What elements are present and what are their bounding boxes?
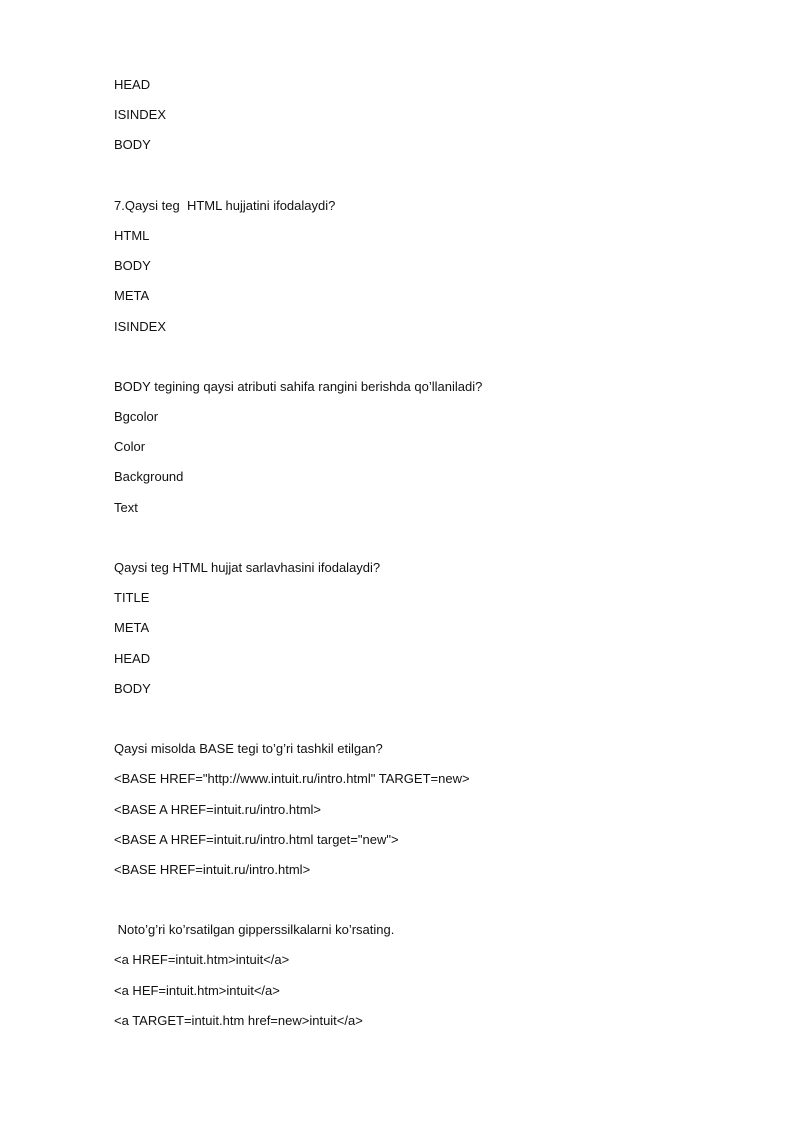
answer-option: Background — [114, 469, 184, 485]
answer-option: Bgcolor — [114, 409, 159, 425]
answer-option: <a HREF=intuit.htm>intuit</a> — [114, 952, 290, 968]
fragment-option: ISINDEX — [114, 107, 167, 123]
answer-option: <BASE HREF=intuit.ru/intro.html> — [114, 861, 311, 877]
question-text: 7.Qaysi teg HTML hujjatini ifodalaydi? — [114, 197, 336, 213]
spacer — [114, 530, 734, 560]
answer-option: <BASE A HREF=intuit.ru/intro.html target="new"> — [114, 831, 399, 847]
answer-option: <BASE HREF="http://www.intuit.ru/intro.html" TARGET=new> — [114, 771, 470, 787]
question-text: Qaysi teg HTML hujjat sarlavhasini ifodalaydi? — [114, 560, 381, 575]
answer-option: <BASE A HREF=intuit.ru/intro.html> — [114, 801, 322, 817]
question-text: Qaysi misolda BASE tegi to’g’ri tashkil etilgan? — [114, 741, 383, 757]
question-text: BODY tegining qaysi atributi sahifa rangini berishda qo’llaniladi? — [114, 378, 483, 394]
answer-option: HEAD — [114, 650, 151, 666]
answer-option: <a HEF=intuit.htm>intuit</a> — [114, 982, 280, 998]
answer-option: <a TARGET=intuit.htm href=new>intuit</a> — [114, 1012, 363, 1028]
answer-option: BODY — [114, 258, 151, 274]
answer-option: Color — [114, 439, 146, 455]
spacer — [114, 892, 734, 922]
spacer — [114, 168, 734, 198]
fragment-option: BODY — [114, 137, 151, 153]
document-content — [114, 77, 734, 1043]
answer-option: TITLE — [114, 590, 150, 606]
answer-option: Text — [114, 499, 138, 515]
spacer — [114, 349, 734, 379]
answer-option: META — [114, 620, 150, 636]
question-text: Noto’g’ri ko’rsatilgan gipperssilkalarni ko’rsating. — [114, 922, 395, 938]
answer-option: BODY — [114, 680, 151, 696]
answer-option: META — [114, 288, 150, 304]
fragment-option: HEAD — [114, 77, 151, 92]
spacer — [114, 711, 734, 741]
answer-option: HTML — [114, 227, 150, 243]
answer-option: ISINDEX — [114, 318, 167, 334]
